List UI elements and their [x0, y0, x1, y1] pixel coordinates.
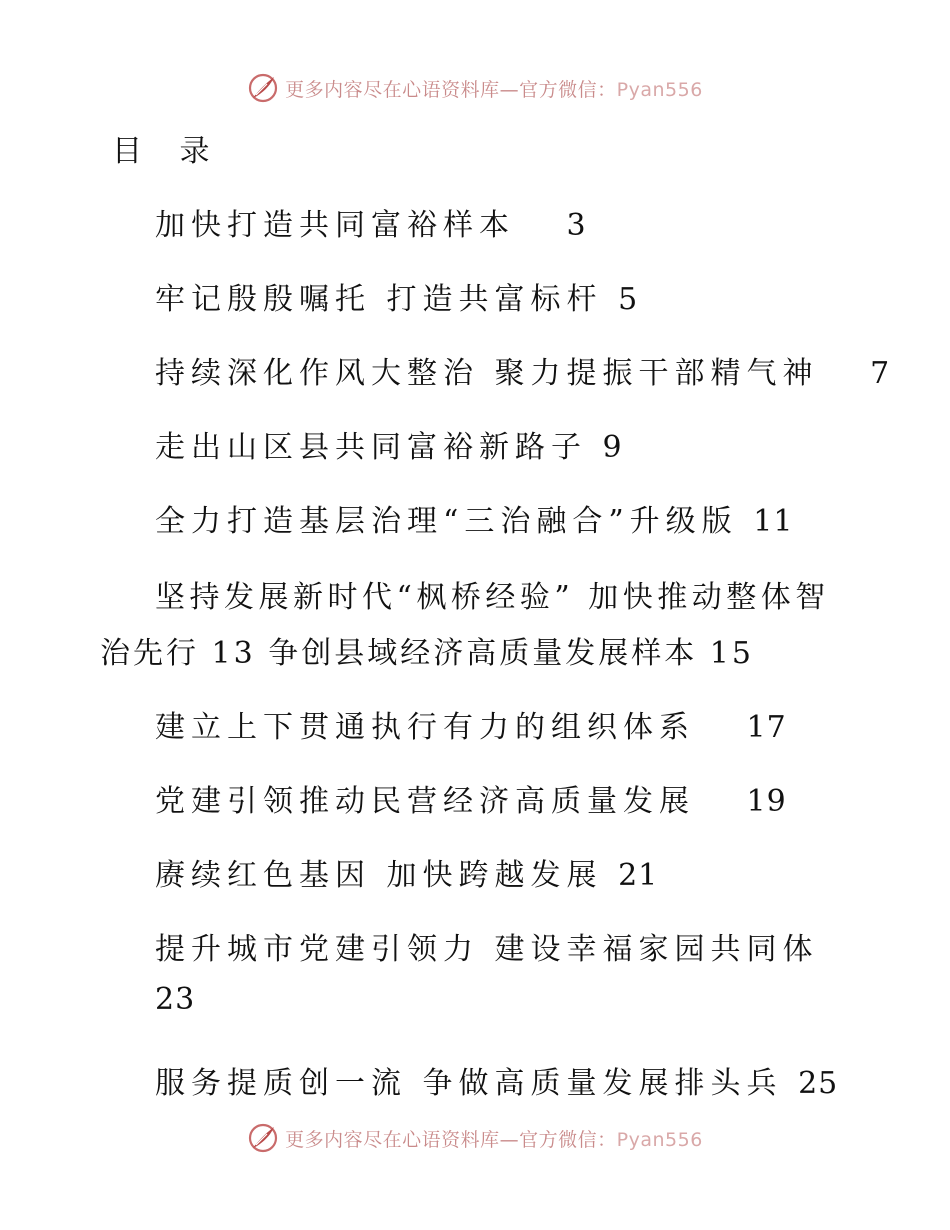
toc-entry-page: 17	[746, 710, 787, 745]
toc-entry-title: 党建引领推动民营经济高质量发展	[155, 784, 695, 819]
toc-entry[interactable]	[155, 200, 587, 244]
toc-entry-page: 25	[798, 1066, 839, 1101]
toc-entry-title: 治先行 13 争创县域经济高质量发展样本 15	[100, 636, 754, 671]
toc-entry[interactable]	[155, 850, 658, 894]
toc-heading: 目 录	[112, 134, 224, 169]
toc-entry-title: 建立上下贯通执行有力的组织体系	[155, 710, 695, 745]
toc-entry[interactable]	[155, 776, 787, 820]
watermark-text-id: Pyan556	[616, 1128, 703, 1151]
watermark-text	[285, 1125, 703, 1152]
toc-entry-gap	[783, 1066, 799, 1101]
toc-entry-page: 5	[618, 282, 639, 317]
watermark-text-cn: 更多内容尽在心语资料库—官方微信：	[285, 1128, 617, 1151]
toc-entry-page: 21	[618, 858, 659, 893]
watermark-footer	[0, 1122, 950, 1154]
toc-entry-title: 提升城市党建引领力 建设幸福家园共同体	[155, 932, 819, 967]
toc-entry-title: 加快打造共同富裕样本	[155, 208, 515, 243]
toc-entry-title: 赓续红色基因 加快跨越发展	[155, 858, 603, 893]
toc-entry[interactable]	[155, 572, 830, 616]
toc-entry-title: 牢记殷殷嘱托 打造共富标杆	[155, 282, 603, 317]
toc-entry-page: 3	[566, 208, 587, 243]
toc-entry[interactable]	[100, 628, 754, 672]
toc-entry-page: 9	[602, 430, 623, 465]
toc-entry-page: 19	[746, 784, 787, 819]
watermark-text	[285, 75, 703, 102]
toc-entry-page: 23	[155, 982, 196, 1017]
toc-entry-gap	[587, 430, 603, 465]
toc-entry[interactable]	[155, 496, 793, 540]
toc-entry-gap	[695, 710, 747, 745]
toc-entry[interactable]	[155, 348, 890, 392]
toc-entry-gap	[603, 282, 619, 317]
toc-entry-title: 持续深化作风大整治 聚力提振干部精气神	[155, 356, 819, 391]
toc-entry-gap	[603, 858, 619, 893]
toc-entry-page: 11	[753, 504, 794, 539]
watermark-header	[0, 72, 950, 104]
toc-entry[interactable]	[155, 422, 623, 466]
feather-pen-icon	[247, 72, 279, 104]
toc-entry[interactable]	[155, 702, 787, 746]
toc-entry-gap	[695, 784, 747, 819]
toc-entry[interactable]	[155, 1058, 838, 1102]
toc-entry-title: 全力打造基层治理“三治融合”升级版	[155, 504, 738, 539]
feather-pen-icon	[247, 1122, 279, 1154]
toc-entry-gap	[738, 504, 754, 539]
watermark-text-id: Pyan556	[616, 78, 703, 101]
toc-entry-gap	[515, 208, 567, 243]
toc-entry[interactable]	[155, 274, 638, 318]
toc-entry-title: 走出山区县共同富裕新路子	[155, 430, 587, 465]
watermark-text-cn: 更多内容尽在心语资料库—官方微信：	[285, 78, 617, 101]
toc-entry-gap	[819, 356, 871, 391]
toc-entry-title: 服务提质创一流 争做高质量发展排头兵	[155, 1066, 783, 1101]
toc-entry[interactable]	[155, 982, 195, 1017]
toc-entry[interactable]	[155, 924, 819, 968]
toc-entry-title: 坚持发展新时代“枫桥经验” 加快推动整体智	[155, 580, 830, 615]
toc-entry-page: 7	[870, 356, 891, 391]
